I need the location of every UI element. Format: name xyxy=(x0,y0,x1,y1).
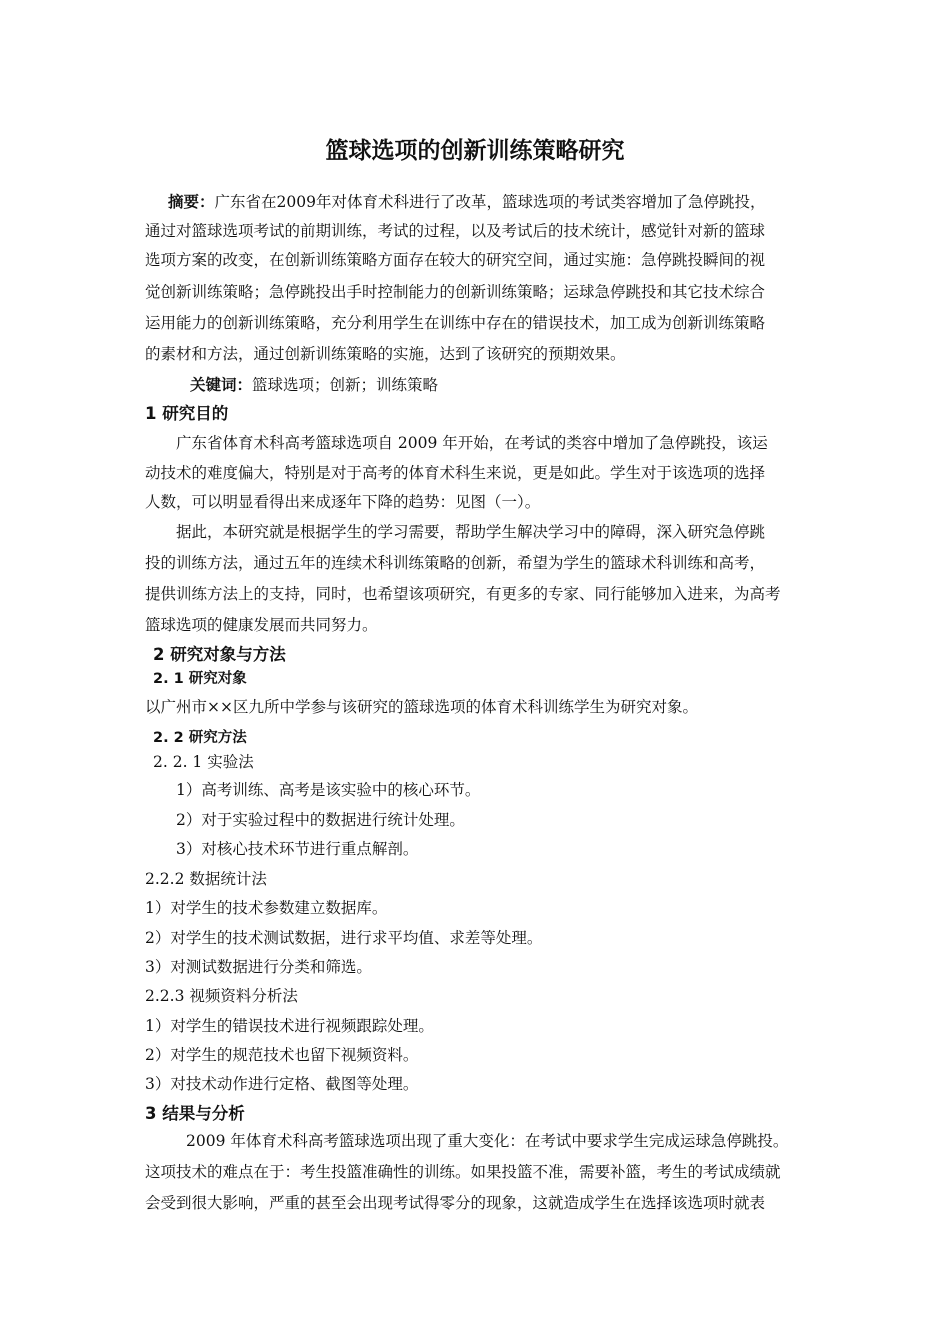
keywords-text: 篮球选项；创新；训练策略 xyxy=(252,376,439,394)
section-2-2-2-item-2: 2）对学生的技术测试数据，进行求平均值、求差等处理。 xyxy=(145,929,543,947)
section-3-line-2: 这项技术的难点在于：考生投篮准确性的训练。如果投篮不准，需要补篮，考生的考试成绩就 xyxy=(145,1163,781,1181)
section-1-heading: 1 研究目的 xyxy=(145,404,229,423)
section-2-2-heading: 2. 2 研究方法 xyxy=(153,730,247,746)
section-2-2-3-item-3: 3）对技术动作进行定格、截图等处理。 xyxy=(145,1075,419,1093)
keywords-label: 关键词： xyxy=(190,376,253,394)
section-2-2-3-item-1: 1）对学生的错误技术进行视频跟踪处理。 xyxy=(145,1017,434,1035)
section-3-heading: 3 结果与分析 xyxy=(145,1104,245,1123)
abstract-line-1 xyxy=(168,192,765,212)
section-3-line-3: 会受到很大影响，严重的甚至会出现考试得零分的现象，这就造成学生在选择该选项时就表 xyxy=(145,1194,766,1212)
abstract-label: 摘要： xyxy=(168,193,215,211)
section-2-2-1-item-1: 1）高考训练、高考是该实验中的核心环节。 xyxy=(176,781,481,799)
section-1-p1-line-1: 广东省体育术科高考篮球选项自 2009 年开始，在考试的类容中增加了急停跳投，该运 xyxy=(176,434,768,452)
section-2-2-3-heading: 2.2.3 视频资料分析法 xyxy=(145,987,298,1005)
section-2-2-1-heading: 2. 2. 1 实验法 xyxy=(153,753,254,771)
section-2-2-3-item-2: 2）对学生的规范技术也留下视频资料。 xyxy=(145,1046,419,1064)
keywords xyxy=(190,375,438,395)
section-1-p1-line-3: 人数，可以明显看得出来成逐年下降的趋势：见图（一）。 xyxy=(145,493,541,511)
section-2-2-2-item-1: 1）对学生的技术参数建立数据库。 xyxy=(145,899,388,917)
abstract-text: 广东省在2009年对体育术科进行了改革，篮球选项的考试类容增加了急停跳投， xyxy=(214,193,766,211)
section-2-2-1-item-3: 3）对核心技术环节进行重点解剖。 xyxy=(176,840,419,858)
section-1-p1-line-2: 动技术的难度偏大，特别是对于高考的体育术科生来说，更是如此。学生对于该选项的选择 xyxy=(145,464,766,482)
abstract-line-5: 运用能力的创新训练策略，充分利用学生在训练中存在的错误技术，加工成为创新训练策略 xyxy=(145,314,766,332)
section-1-p2-line-2: 投的训练方法，通过五年的连续术科训练策略的创新，希望为学生的篮球术科训练和高考， xyxy=(145,554,766,572)
section-1-p2-line-1: 据此，本研究就是根据学生的学习需要，帮助学生解决学习中的障碍，深入研究急停跳 xyxy=(176,523,766,541)
section-1-p2-line-3: 提供训练方法上的支持，同时，也希望该项研究，有更多的专家、同行能够加入进来，为高考 xyxy=(145,585,781,603)
abstract-line-4: 觉创新训练策略；急停跳投出手时控制能力的创新训练策略；运球急停跳投和其它技术综合 xyxy=(145,283,766,301)
section-2-2-1-item-2: 2）对于实验过程中的数据进行统计处理。 xyxy=(176,811,465,829)
document-title: 篮球选项的创新训练策略研究 xyxy=(325,138,625,164)
abstract-line-3: 选项方案的改变，在创新训练策略方面存在较大的研究空间，通过实施：急停跳投瞬间的视 xyxy=(145,251,766,269)
section-2-1-text: 以广州市××区九所中学参与该研究的篮球选项的体育术科训练学生为研究对象。 xyxy=(145,698,698,716)
abstract-line-2: 通过对篮球选项考试的前期训练，考试的过程，以及考试后的技术统计，感觉针对新的篮球 xyxy=(145,222,766,240)
section-1-p2-line-4: 篮球选项的健康发展而共同努力。 xyxy=(145,616,378,634)
section-2-2-2-item-3: 3）对测试数据进行分类和筛选。 xyxy=(145,958,372,976)
section-2-heading: 2 研究对象与方法 xyxy=(153,645,286,664)
section-3-line-1: 2009 年体育术科高考篮球选项出现了重大变化：在考试中要求学生完成运球急停跳投。 xyxy=(186,1132,789,1150)
abstract-line-6: 的素材和方法，通过创新训练策略的实施，达到了该研究的预期效果。 xyxy=(145,345,626,363)
section-2-1-heading: 2. 1 研究对象 xyxy=(153,671,247,687)
section-2-2-2-heading: 2.2.2 数据统计法 xyxy=(145,870,267,888)
